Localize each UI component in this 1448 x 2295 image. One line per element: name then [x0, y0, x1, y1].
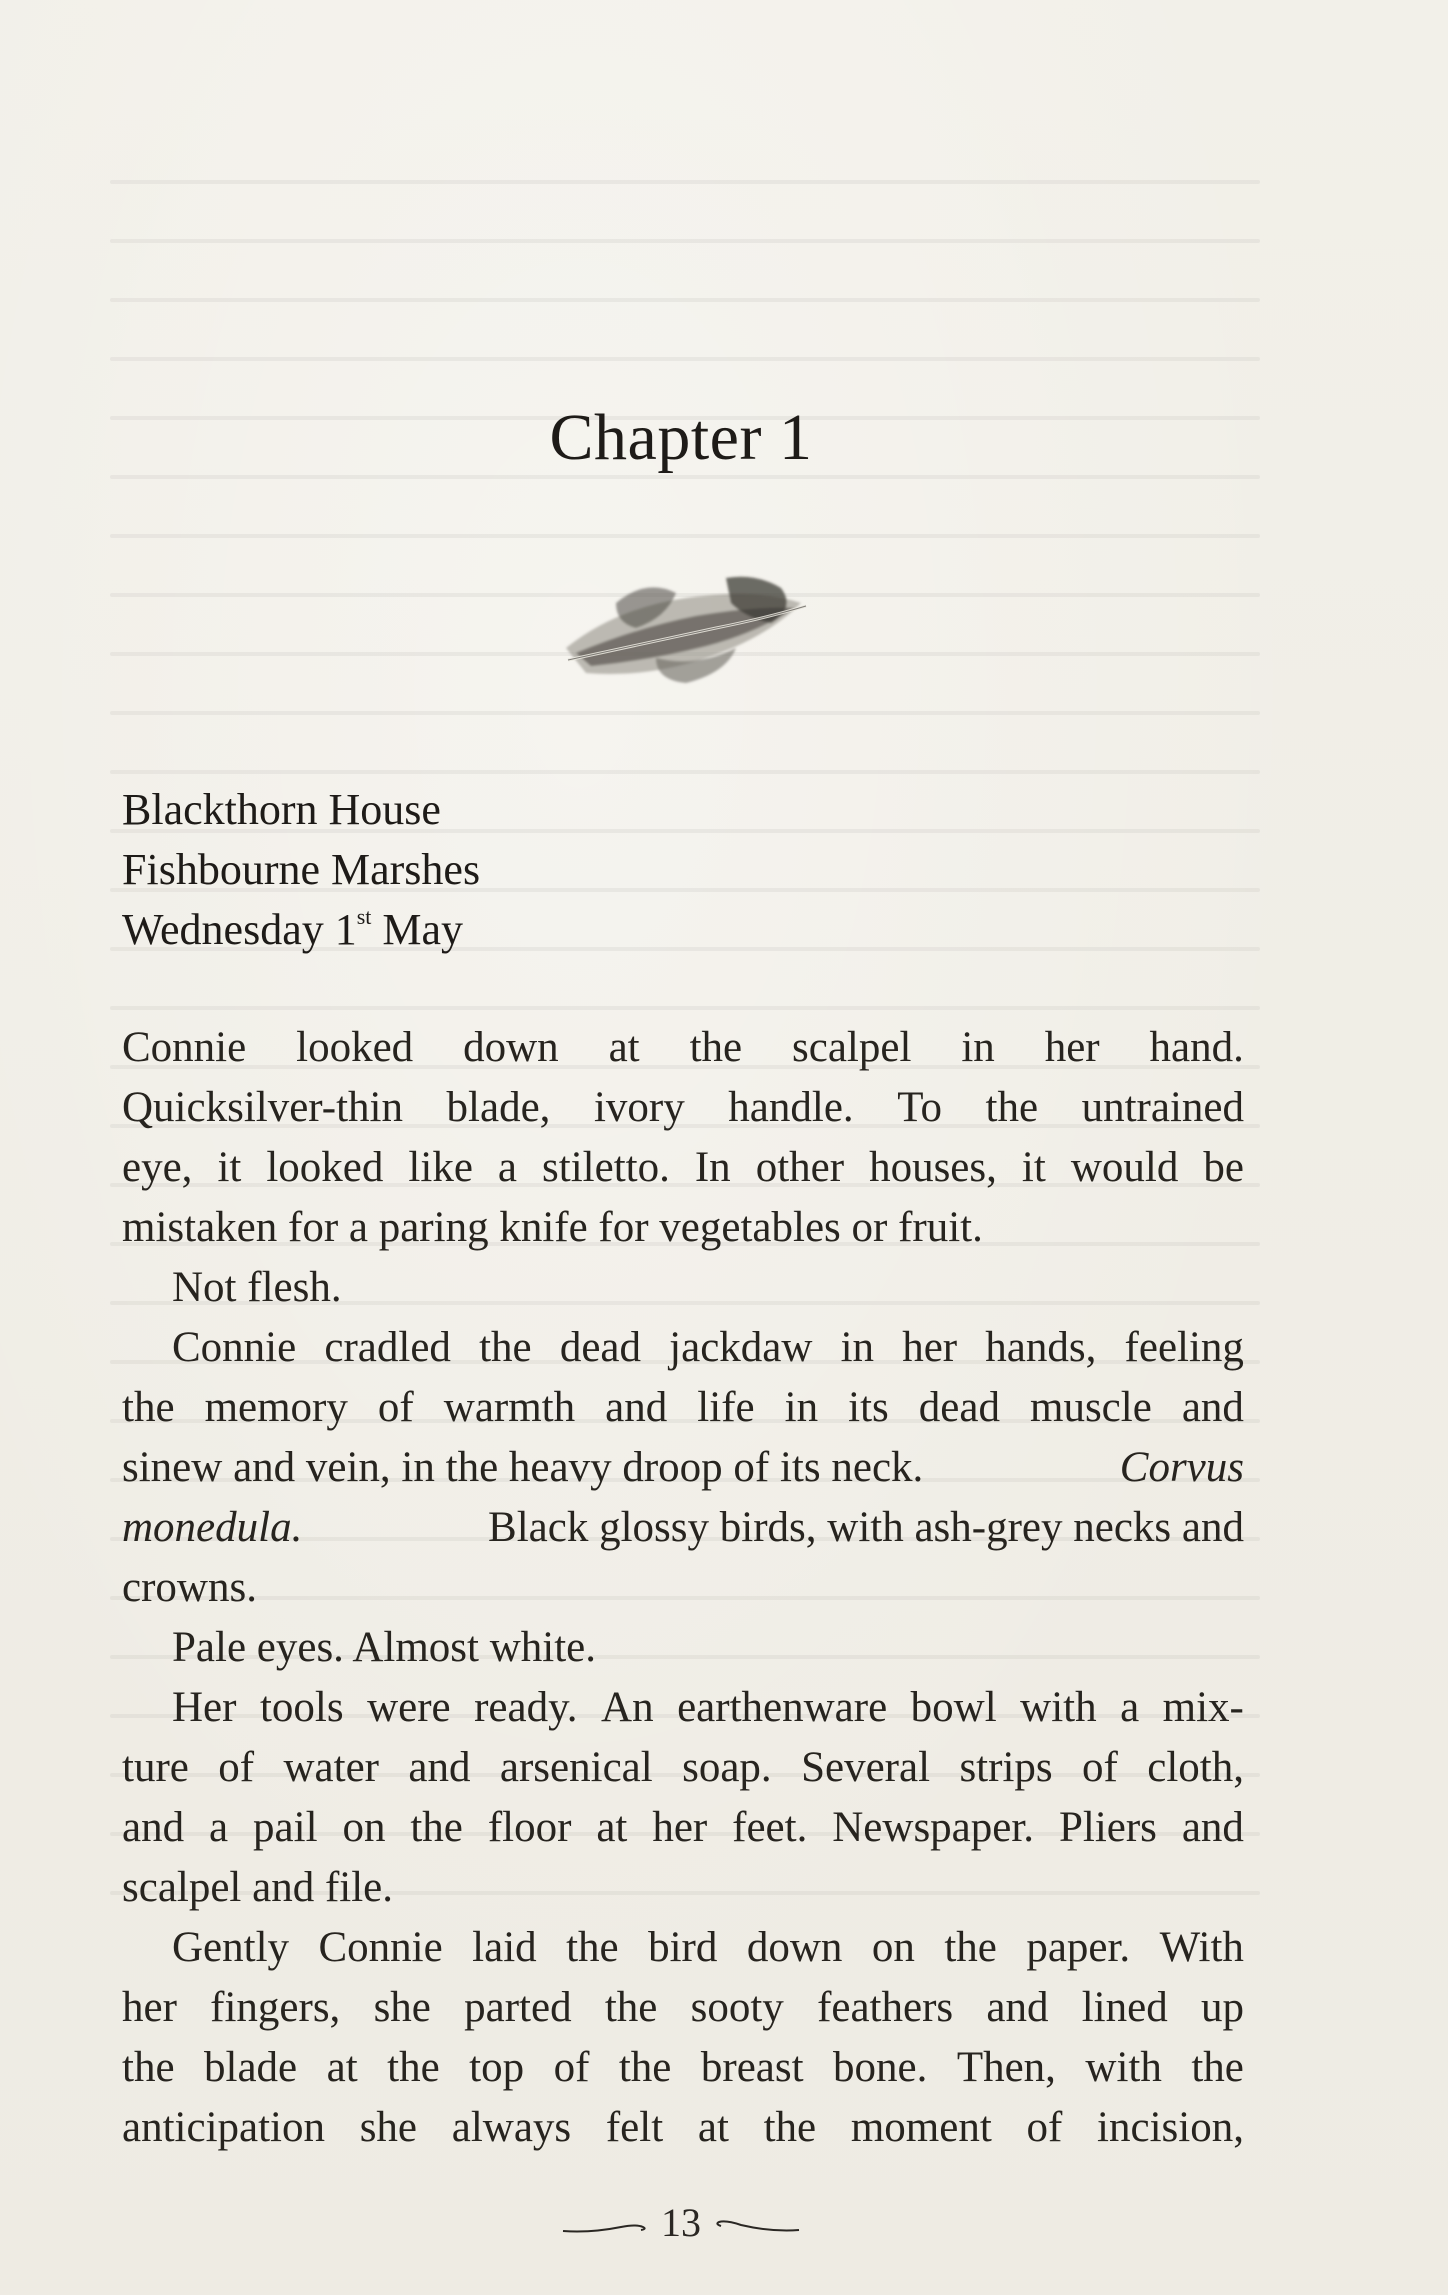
text-line: Pale eyes. Almost white. — [172, 1624, 596, 1671]
latin-genus: Corvus — [1119, 1444, 1244, 1491]
text-line: Gently Connie laid the bird down on the paper. With — [172, 1924, 1244, 1971]
text-line: the blade at the top of the breast bone. Then, with the — [122, 2044, 1244, 2091]
date-line — [122, 900, 480, 960]
left-swash-icon — [561, 2217, 651, 2237]
ordinal-suffix: st — [356, 904, 372, 929]
text-line: Not flesh. — [172, 1264, 342, 1311]
text-line: scalpel and file. — [122, 1864, 394, 1911]
text-line: and a pail on the floor at her feet. Newspaper. Pliers and — [122, 1804, 1244, 1851]
text-line: Her tools were ready. An earthenware bowl with a mix- — [172, 1684, 1244, 1731]
address-line: Blackthorn House — [122, 785, 441, 834]
address-line: Fishbourne Marshes — [122, 845, 481, 894]
text-line — [122, 1438, 1244, 1498]
text-line: Connie cradled the dead jackdaw in her hands, feeling — [172, 1324, 1244, 1371]
page-number: 13 — [661, 2200, 701, 2245]
text-line: anticipation she always felt at the moment of incision, — [122, 2104, 1244, 2151]
feather-icon — [556, 548, 816, 708]
text-line: ture of water and arsenical soap. Several strips of cloth, — [122, 1744, 1244, 1791]
text-line — [122, 1498, 1244, 1558]
text-segment: Black glossy birds, with ash-grey necks and — [488, 1504, 1244, 1551]
latin-species: monedula. — [122, 1504, 303, 1551]
text-line: crowns. — [122, 1564, 257, 1611]
address-block — [122, 780, 480, 960]
text-line: Connie looked down at the scalpel in her hand. — [122, 1024, 1244, 1071]
text-line: the memory of warmth and life in its dead muscle and — [122, 1384, 1244, 1431]
text-segment: sinew and vein, in the heavy droop of its neck. — [122, 1444, 924, 1491]
text-line: her fingers, she parted the sooty feathers and lined up — [122, 1984, 1244, 2031]
date-month: May — [371, 905, 464, 954]
text-line: mistaken for a paring knife for vegetables or fruit. — [122, 1204, 983, 1251]
page-footer — [0, 2198, 1362, 2248]
chapter-title: Chapter 1 — [549, 401, 813, 474]
text-line: Quicksilver-thin blade, ivory handle. To the untrained — [122, 1084, 1244, 1131]
body-text — [122, 1018, 1244, 2158]
right-swash-icon — [711, 2217, 801, 2237]
date-text: Wednesday 1 — [122, 905, 357, 954]
text-line: eye, it looked like a stiletto. In other houses, it would be — [122, 1144, 1244, 1191]
